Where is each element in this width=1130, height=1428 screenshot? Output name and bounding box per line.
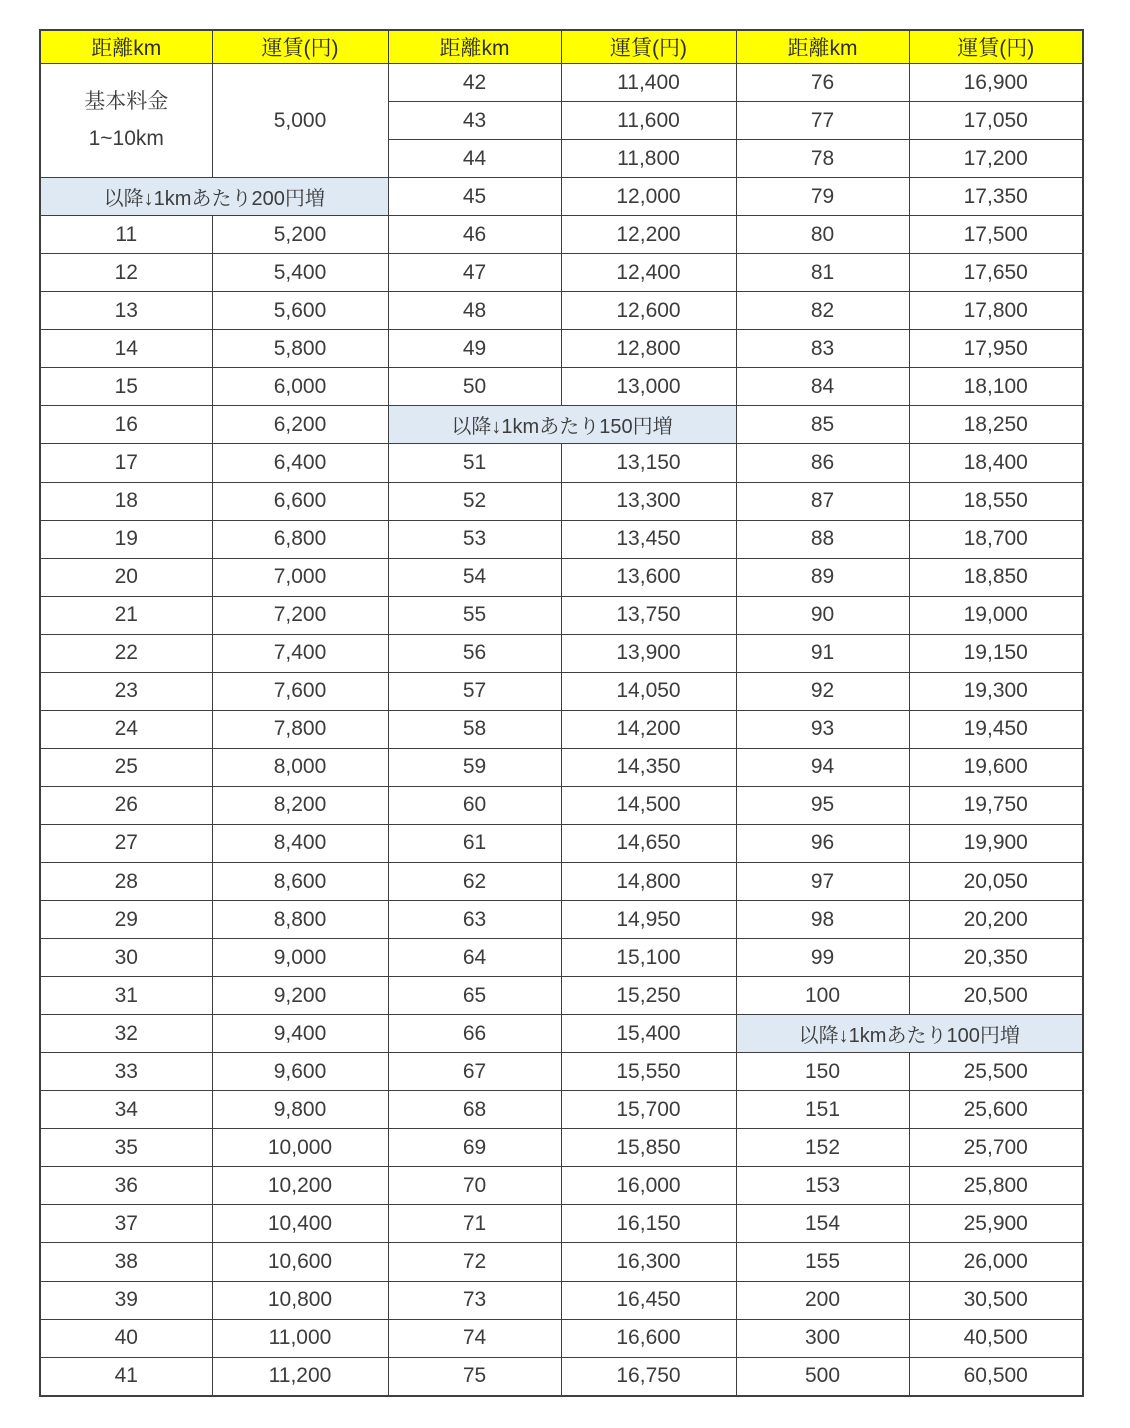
distance-cell: 89	[736, 558, 909, 596]
fare-cell: 15,850	[561, 1129, 736, 1167]
fare-cell: 12,800	[561, 330, 736, 368]
distance-cell: 45	[388, 178, 561, 216]
fare-cell: 10,400	[212, 1205, 388, 1243]
fare-cell: 40,500	[909, 1319, 1083, 1357]
table-row	[40, 368, 1083, 406]
distance-cell: 47	[388, 254, 561, 292]
table-row	[40, 1205, 1083, 1243]
header-fare-3: 運賃(円)	[909, 30, 1083, 64]
distance-cell: 21	[40, 596, 212, 634]
fare-cell: 5,800	[212, 330, 388, 368]
distance-cell: 151	[736, 1091, 909, 1129]
table-row	[40, 330, 1083, 368]
fare-cell: 7,400	[212, 634, 388, 672]
distance-cell: 57	[388, 672, 561, 710]
table-row	[40, 292, 1083, 330]
fare-cell: 9,600	[212, 1053, 388, 1091]
distance-cell: 72	[388, 1243, 561, 1281]
basic-fare-value-cell: 5,000	[212, 64, 388, 178]
table-row	[40, 786, 1083, 824]
distance-cell: 37	[40, 1205, 212, 1243]
fare-table	[39, 29, 1084, 1397]
fare-cell: 14,950	[561, 901, 736, 939]
fare-cell: 17,200	[909, 140, 1083, 178]
distance-cell: 42	[388, 64, 561, 102]
fare-cell: 17,950	[909, 330, 1083, 368]
header-row	[40, 30, 1083, 64]
table-row	[40, 1357, 1083, 1396]
table-row	[40, 977, 1083, 1015]
distance-cell: 93	[736, 710, 909, 748]
fare-cell: 13,450	[561, 520, 736, 558]
distance-cell: 56	[388, 634, 561, 672]
distance-cell: 80	[736, 216, 909, 254]
fare-cell: 18,100	[909, 368, 1083, 406]
fare-cell: 19,750	[909, 786, 1083, 824]
table-row	[40, 1281, 1083, 1319]
fare-cell: 5,400	[212, 254, 388, 292]
distance-cell: 152	[736, 1129, 909, 1167]
table-row	[40, 1053, 1083, 1091]
table-row	[40, 901, 1083, 939]
distance-cell: 40	[40, 1319, 212, 1357]
table-row	[40, 710, 1083, 748]
distance-cell: 63	[388, 901, 561, 939]
table-row	[40, 672, 1083, 710]
distance-cell: 52	[388, 482, 561, 520]
distance-cell: 49	[388, 330, 561, 368]
distance-cell: 38	[40, 1243, 212, 1281]
distance-cell: 12	[40, 254, 212, 292]
distance-cell: 99	[736, 939, 909, 977]
distance-cell: 154	[736, 1205, 909, 1243]
fare-cell: 8,000	[212, 748, 388, 786]
fare-cell: 6,000	[212, 368, 388, 406]
fare-cell: 16,750	[561, 1357, 736, 1396]
distance-cell: 97	[736, 862, 909, 900]
fare-cell: 20,200	[909, 901, 1083, 939]
fare-cell: 7,000	[212, 558, 388, 596]
fare-cell: 19,900	[909, 824, 1083, 862]
fare-cell: 15,250	[561, 977, 736, 1015]
distance-cell: 85	[736, 406, 909, 444]
header-distance-3: 距離km	[736, 30, 909, 64]
distance-cell: 34	[40, 1091, 212, 1129]
fare-cell: 11,600	[561, 102, 736, 140]
fare-cell: 20,050	[909, 862, 1083, 900]
distance-cell: 51	[388, 444, 561, 482]
table-row	[40, 1319, 1083, 1357]
fare-cell: 10,600	[212, 1243, 388, 1281]
table-row	[40, 748, 1083, 786]
distance-cell: 46	[388, 216, 561, 254]
distance-cell: 69	[388, 1129, 561, 1167]
fare-cell: 11,400	[561, 64, 736, 102]
distance-cell: 94	[736, 748, 909, 786]
distance-cell: 32	[40, 1015, 212, 1053]
fare-cell: 26,000	[909, 1243, 1083, 1281]
fare-cell: 20,500	[909, 977, 1083, 1015]
distance-cell: 41	[40, 1357, 212, 1396]
distance-cell: 500	[736, 1357, 909, 1396]
fare-cell: 19,300	[909, 672, 1083, 710]
table-row	[40, 596, 1083, 634]
fare-cell: 17,650	[909, 254, 1083, 292]
table-row	[40, 64, 1083, 102]
fare-cell: 6,400	[212, 444, 388, 482]
fare-cell: 5,600	[212, 292, 388, 330]
fare-cell: 16,300	[561, 1243, 736, 1281]
fare-cell: 12,000	[561, 178, 736, 216]
distance-cell: 78	[736, 140, 909, 178]
distance-cell: 155	[736, 1243, 909, 1281]
distance-cell: 79	[736, 178, 909, 216]
distance-cell: 92	[736, 672, 909, 710]
distance-cell: 200	[736, 1281, 909, 1319]
fare-cell: 17,350	[909, 178, 1083, 216]
increment-note-cell: 以降↓1kmあたり100円増	[736, 1015, 1083, 1053]
distance-cell: 153	[736, 1167, 909, 1205]
distance-cell: 95	[736, 786, 909, 824]
fare-cell: 19,450	[909, 710, 1083, 748]
fare-cell: 17,800	[909, 292, 1083, 330]
distance-cell: 71	[388, 1205, 561, 1243]
distance-cell: 68	[388, 1091, 561, 1129]
fare-cell: 60,500	[909, 1357, 1083, 1396]
fare-cell: 25,900	[909, 1205, 1083, 1243]
fare-cell: 20,350	[909, 939, 1083, 977]
table-row	[40, 558, 1083, 596]
basic-fare-label-cell	[40, 64, 212, 178]
distance-cell: 13	[40, 292, 212, 330]
fare-cell: 18,700	[909, 520, 1083, 558]
fare-cell: 10,000	[212, 1129, 388, 1167]
fare-cell: 7,600	[212, 672, 388, 710]
distance-cell: 62	[388, 862, 561, 900]
fare-cell: 14,500	[561, 786, 736, 824]
fare-cell: 6,200	[212, 406, 388, 444]
distance-cell: 58	[388, 710, 561, 748]
distance-cell: 29	[40, 901, 212, 939]
fare-cell: 7,200	[212, 596, 388, 634]
table-row	[40, 406, 1083, 444]
distance-cell: 30	[40, 939, 212, 977]
table-row	[40, 634, 1083, 672]
fare-cell: 9,200	[212, 977, 388, 1015]
basic-fare-label-line1: 基本料金	[84, 89, 169, 113]
distance-cell: 76	[736, 64, 909, 102]
distance-cell: 14	[40, 330, 212, 368]
fare-cell: 16,600	[561, 1319, 736, 1357]
fare-cell: 14,350	[561, 748, 736, 786]
distance-cell: 67	[388, 1053, 561, 1091]
distance-cell: 36	[40, 1167, 212, 1205]
fare-cell: 6,600	[212, 482, 388, 520]
distance-cell: 60	[388, 786, 561, 824]
distance-cell: 82	[736, 292, 909, 330]
table-row	[40, 482, 1083, 520]
distance-cell: 35	[40, 1129, 212, 1167]
table-row	[40, 824, 1083, 862]
fare-cell: 12,400	[561, 254, 736, 292]
distance-cell: 75	[388, 1357, 561, 1396]
distance-cell: 18	[40, 482, 212, 520]
distance-cell: 100	[736, 977, 909, 1015]
table-row	[40, 1091, 1083, 1129]
distance-cell: 55	[388, 596, 561, 634]
table-row	[40, 1243, 1083, 1281]
fare-cell: 16,900	[909, 64, 1083, 102]
fare-cell: 15,700	[561, 1091, 736, 1129]
distance-cell: 87	[736, 482, 909, 520]
distance-cell: 73	[388, 1281, 561, 1319]
fare-cell: 11,800	[561, 140, 736, 178]
fare-cell: 17,050	[909, 102, 1083, 140]
distance-cell: 43	[388, 102, 561, 140]
fare-cell: 16,150	[561, 1205, 736, 1243]
fare-cell: 19,150	[909, 634, 1083, 672]
distance-cell: 11	[40, 216, 212, 254]
header-distance-2: 距離km	[388, 30, 561, 64]
distance-cell: 20	[40, 558, 212, 596]
table-row	[40, 216, 1083, 254]
table-row	[40, 444, 1083, 482]
fare-cell: 13,600	[561, 558, 736, 596]
fare-cell: 13,750	[561, 596, 736, 634]
distance-cell: 31	[40, 977, 212, 1015]
distance-cell: 70	[388, 1167, 561, 1205]
distance-cell: 61	[388, 824, 561, 862]
fare-cell: 12,200	[561, 216, 736, 254]
fare-cell: 11,000	[212, 1319, 388, 1357]
table-row	[40, 178, 1083, 216]
header-fare-2: 運賃(円)	[561, 30, 736, 64]
distance-cell: 44	[388, 140, 561, 178]
fare-cell: 30,500	[909, 1281, 1083, 1319]
fare-cell: 6,800	[212, 520, 388, 558]
fare-cell: 8,400	[212, 824, 388, 862]
distance-cell: 24	[40, 710, 212, 748]
fare-cell: 16,450	[561, 1281, 736, 1319]
fare-cell: 10,800	[212, 1281, 388, 1319]
table-row	[40, 862, 1083, 900]
fare-cell: 14,800	[561, 862, 736, 900]
table-row	[40, 1129, 1083, 1167]
distance-cell: 53	[388, 520, 561, 558]
distance-cell: 26	[40, 786, 212, 824]
table-row	[40, 254, 1083, 292]
fare-cell: 15,550	[561, 1053, 736, 1091]
fare-cell: 14,200	[561, 710, 736, 748]
fare-cell: 13,900	[561, 634, 736, 672]
header-distance-1: 距離km	[40, 30, 212, 64]
fare-cell: 18,550	[909, 482, 1083, 520]
basic-fare-label-line2: 1~10km	[88, 126, 164, 150]
fare-cell: 11,200	[212, 1357, 388, 1396]
fare-cell: 14,650	[561, 824, 736, 862]
distance-cell: 83	[736, 330, 909, 368]
fare-cell: 25,600	[909, 1091, 1083, 1129]
distance-cell: 96	[736, 824, 909, 862]
fare-cell: 10,200	[212, 1167, 388, 1205]
fare-cell: 25,800	[909, 1167, 1083, 1205]
distance-cell: 65	[388, 977, 561, 1015]
distance-cell: 91	[736, 634, 909, 672]
fare-cell: 13,000	[561, 368, 736, 406]
distance-cell: 27	[40, 824, 212, 862]
fare-cell: 13,300	[561, 482, 736, 520]
distance-cell: 16	[40, 406, 212, 444]
fare-cell: 14,050	[561, 672, 736, 710]
distance-cell: 25	[40, 748, 212, 786]
table-row	[40, 939, 1083, 977]
fare-cell: 15,100	[561, 939, 736, 977]
table-row	[40, 1167, 1083, 1205]
fare-cell: 19,600	[909, 748, 1083, 786]
fare-cell: 16,000	[561, 1167, 736, 1205]
fare-cell: 13,150	[561, 444, 736, 482]
distance-cell: 77	[736, 102, 909, 140]
header-fare-1: 運賃(円)	[212, 30, 388, 64]
distance-cell: 48	[388, 292, 561, 330]
distance-cell: 22	[40, 634, 212, 672]
fare-cell: 9,000	[212, 939, 388, 977]
distance-cell: 28	[40, 862, 212, 900]
fare-cell: 19,000	[909, 596, 1083, 634]
fare-cell: 18,400	[909, 444, 1083, 482]
distance-cell: 66	[388, 1015, 561, 1053]
distance-cell: 98	[736, 901, 909, 939]
distance-cell: 54	[388, 558, 561, 596]
fare-cell: 5,200	[212, 216, 388, 254]
distance-cell: 17	[40, 444, 212, 482]
increment-note-cell: 以降↓1kmあたり200円増	[40, 178, 388, 216]
distance-cell: 84	[736, 368, 909, 406]
distance-cell: 15	[40, 368, 212, 406]
table-row	[40, 520, 1083, 558]
distance-cell: 50	[388, 368, 561, 406]
fare-cell: 17,500	[909, 216, 1083, 254]
distance-cell: 33	[40, 1053, 212, 1091]
distance-cell: 64	[388, 939, 561, 977]
distance-cell: 59	[388, 748, 561, 786]
fare-cell: 7,800	[212, 710, 388, 748]
distance-cell: 39	[40, 1281, 212, 1319]
fare-cell: 8,600	[212, 862, 388, 900]
distance-cell: 81	[736, 254, 909, 292]
fare-cell: 18,850	[909, 558, 1083, 596]
fare-cell: 9,800	[212, 1091, 388, 1129]
fare-cell: 8,800	[212, 901, 388, 939]
fare-cell: 18,250	[909, 406, 1083, 444]
fare-cell: 15,400	[561, 1015, 736, 1053]
distance-cell: 74	[388, 1319, 561, 1357]
distance-cell: 88	[736, 520, 909, 558]
distance-cell: 23	[40, 672, 212, 710]
distance-cell: 19	[40, 520, 212, 558]
fare-cell: 8,200	[212, 786, 388, 824]
fare-cell: 12,600	[561, 292, 736, 330]
fare-cell: 25,500	[909, 1053, 1083, 1091]
distance-cell: 300	[736, 1319, 909, 1357]
fare-cell: 9,400	[212, 1015, 388, 1053]
distance-cell: 90	[736, 596, 909, 634]
distance-cell: 150	[736, 1053, 909, 1091]
fare-cell: 25,700	[909, 1129, 1083, 1167]
increment-note-cell: 以降↓1kmあたり150円増	[388, 406, 736, 444]
table-row	[40, 1015, 1083, 1053]
distance-cell: 86	[736, 444, 909, 482]
